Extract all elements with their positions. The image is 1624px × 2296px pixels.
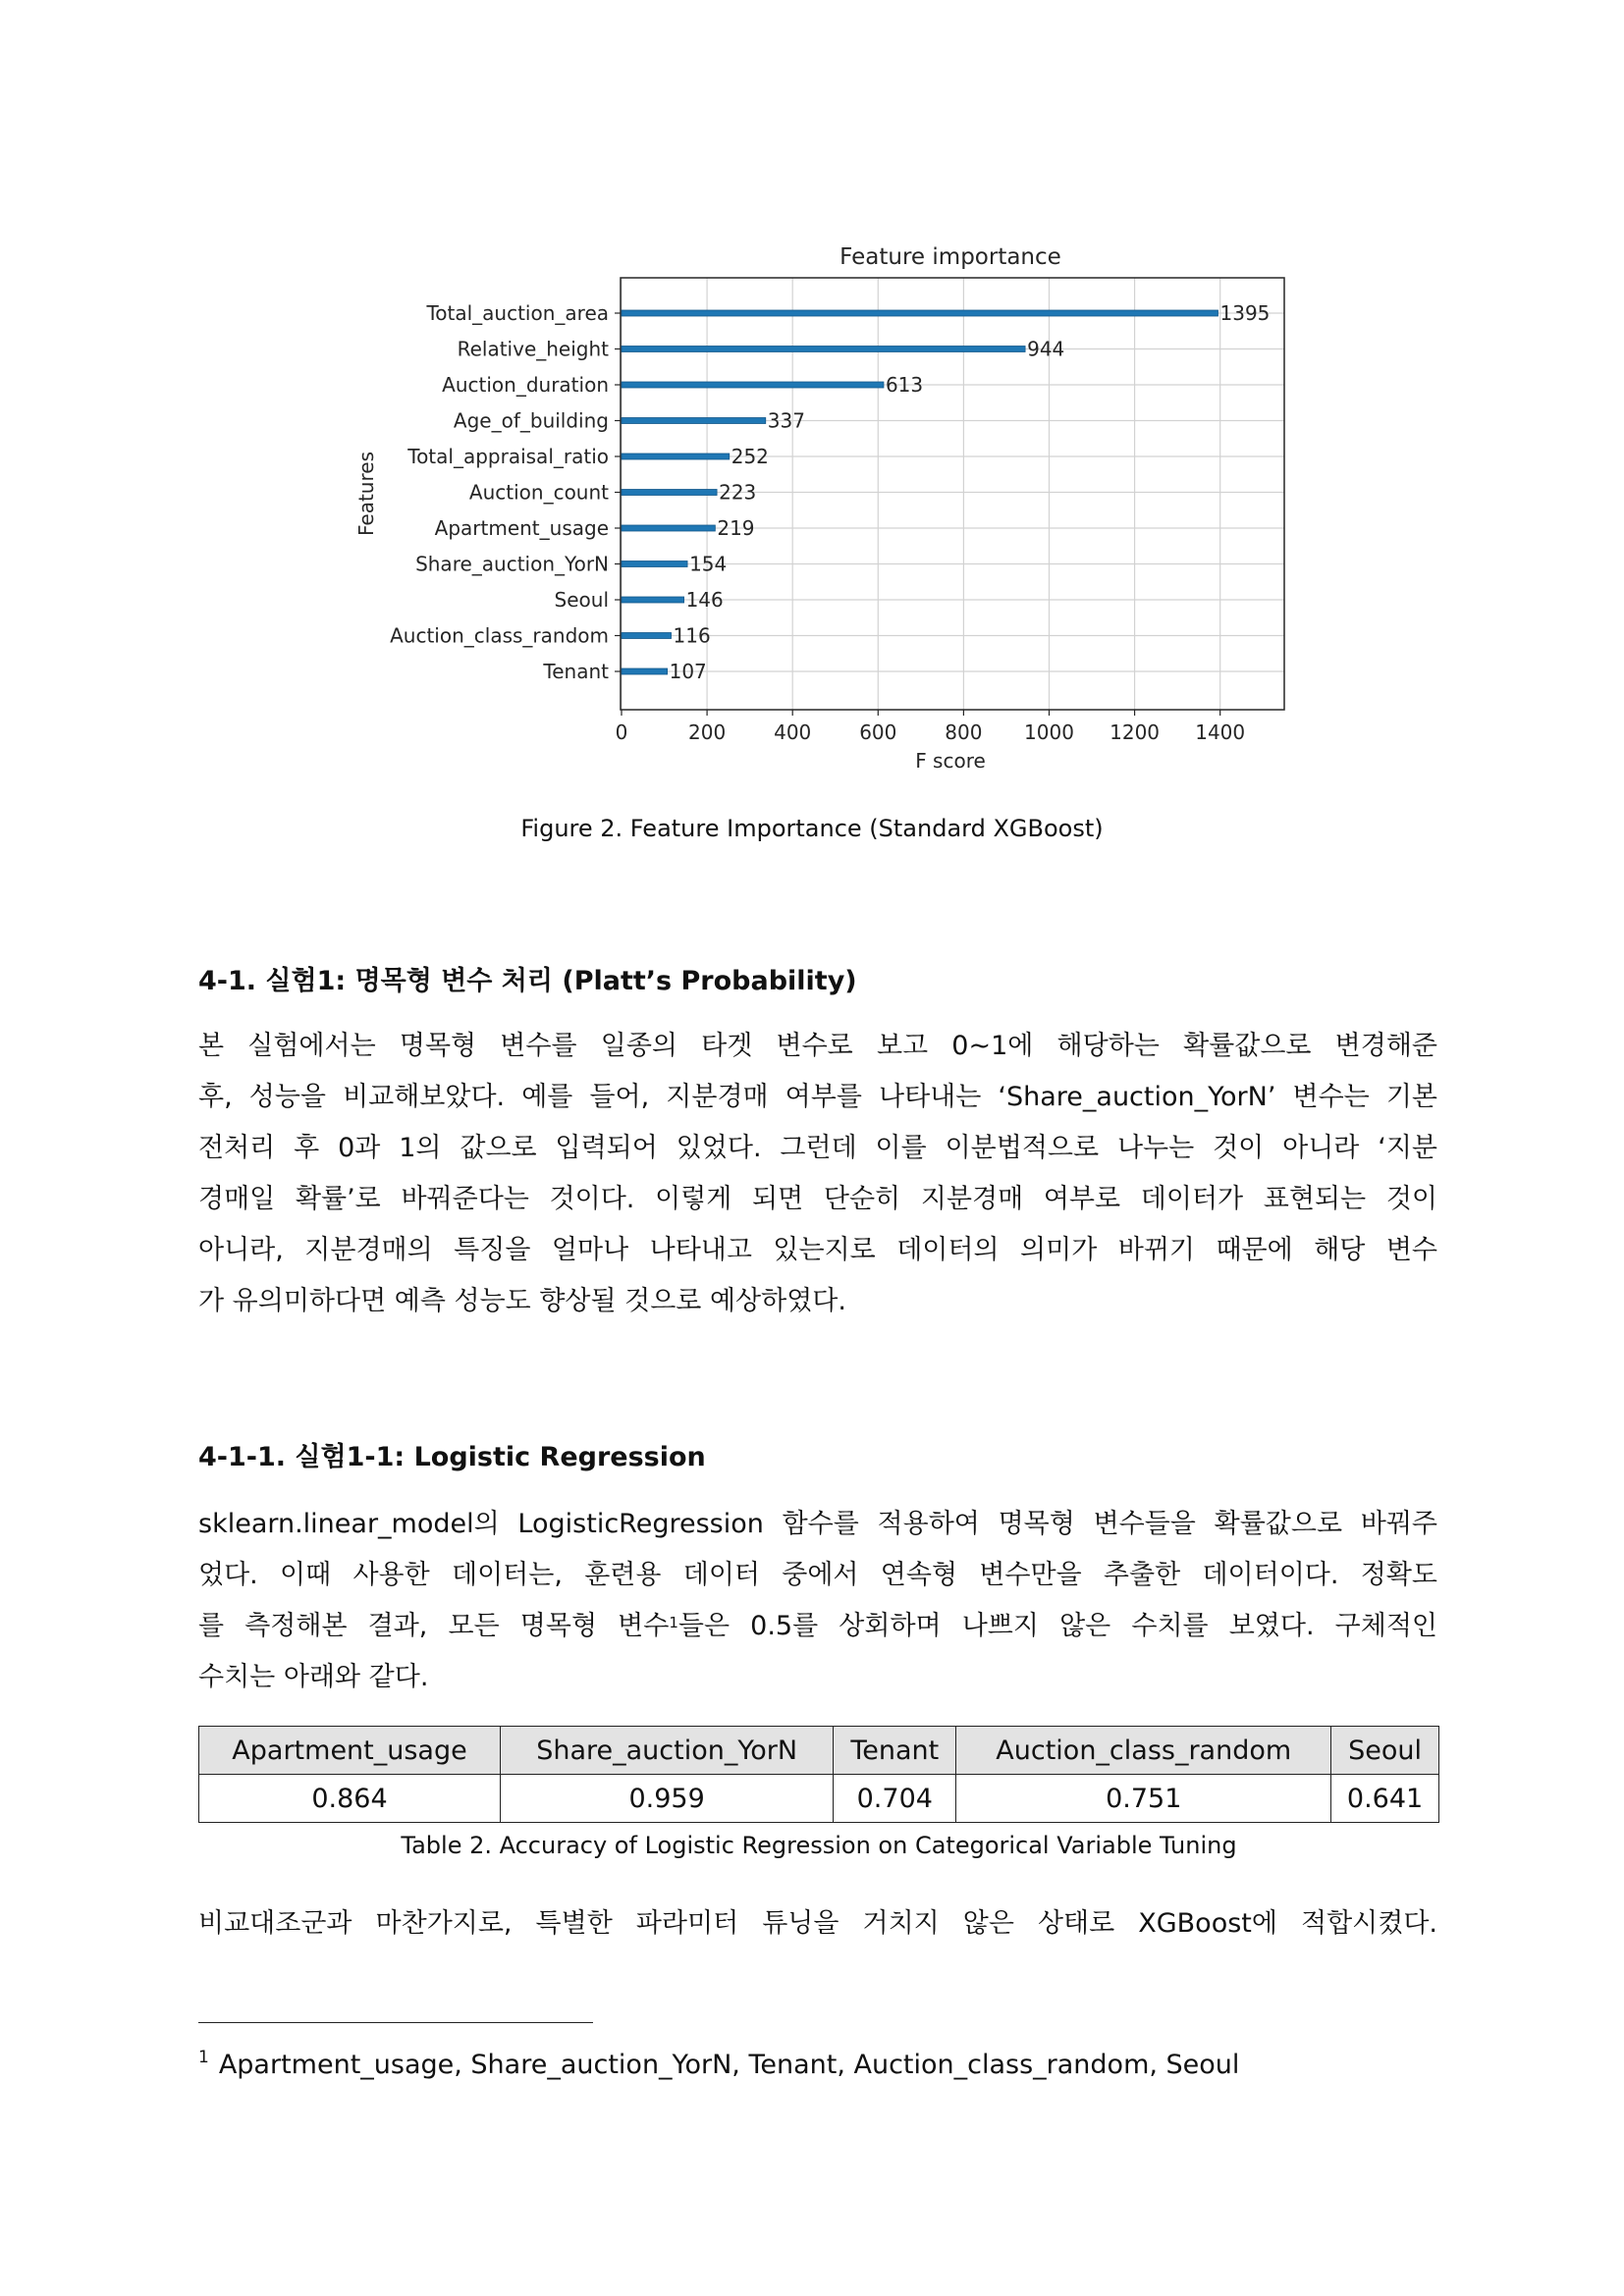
figure-caption: Figure 2. Feature Importance (Standard XGBoost) — [520, 815, 1104, 842]
bar-value-label: 944 — [1027, 337, 1065, 361]
y-tick-label: Total_auction_area — [426, 301, 609, 325]
paragraph-line: sklearn.linear_model의 LogisticRegression 함수를 적용하여 명목형 변수들을 확률값으로 바꿔주 — [198, 1509, 1437, 1539]
x-tick-label: 1200 — [1110, 721, 1161, 744]
y-tick-label: Share_auction_YorN — [415, 552, 609, 576]
bar — [622, 382, 884, 388]
table-cell: 0.641 — [1331, 1775, 1439, 1823]
y-tick-label: Relative_height — [457, 337, 609, 361]
table-cell: 0.751 — [956, 1775, 1331, 1823]
bar-value-label: 146 — [685, 588, 724, 612]
paragraph-line: 었다. 이때 사용한 데이터는, 훈련용 데이터 중에서 연속형 변수만을 추출한 데이터이다. 정확도 — [198, 1560, 1437, 1590]
x-tick-label: 0 — [615, 721, 628, 744]
table-header-cell: Seoul — [1331, 1727, 1439, 1775]
section-heading-4-1-1: 4-1-1. 실험1-1: Logistic Regression — [198, 1442, 706, 1472]
paragraph-line: 비교대조군과 마찬가지로, 특별한 파라미터 튜닝을 거치지 않은 상태로 XGBoost에 적합시켰다. — [198, 1908, 1437, 1939]
bar — [622, 597, 684, 603]
section-4-1-1-paragraph — [198, 1499, 1437, 1703]
x-tick-label: 400 — [774, 721, 812, 744]
bar — [622, 561, 687, 567]
x-tick-label: 1400 — [1195, 721, 1246, 744]
table-header-row — [199, 1727, 1439, 1775]
bar — [622, 633, 672, 639]
bar — [622, 668, 668, 674]
x-tick-label: 800 — [945, 721, 983, 744]
bar-value-label: 613 — [885, 373, 924, 397]
footnote — [198, 2050, 1239, 2080]
x-tick-label: 600 — [859, 721, 897, 744]
y-axis-label: Features — [354, 452, 378, 536]
table-header-cell: Auction_class_random — [956, 1727, 1331, 1775]
paragraph-line — [198, 1601, 1437, 1652]
y-tick-label: Auction_duration — [442, 373, 609, 397]
bar — [622, 490, 717, 496]
table-cell: 0.704 — [834, 1775, 956, 1823]
closing-paragraph — [198, 1898, 1437, 1949]
accuracy-table — [198, 1726, 1439, 1823]
bar-value-label: 337 — [767, 408, 805, 433]
line-text: 를 측정해본 결과, 모든 명목형 변수 — [198, 1611, 670, 1641]
table-caption: Table 2. Accuracy of Logistic Regression on Categorical Variable Tuning — [401, 1832, 1237, 1859]
table-header-cell: Apartment_usage — [199, 1727, 501, 1775]
y-tick-label: Seoul — [554, 588, 609, 612]
y-tick-label: Tenant — [543, 660, 609, 683]
table-header-cell: Tenant — [834, 1727, 956, 1775]
feature-importance-chart — [344, 236, 1286, 785]
x-tick-label: 200 — [688, 721, 727, 744]
table-row — [199, 1775, 1439, 1823]
bar-value-label: 1395 — [1219, 301, 1271, 325]
section-heading-4-1: 4-1. 실험1: 명목형 변수 처리 (Platt’s Probability) — [198, 966, 857, 996]
y-tick-label: Auction_class_random — [390, 623, 609, 648]
bar — [622, 418, 766, 424]
bar-value-label: 154 — [689, 552, 728, 576]
paragraph-line: 아니라, 지분경매의 특징을 얼마나 나타내고 있는지로 데이터의 의미가 바뀌기 때문에 해당 변수 — [198, 1235, 1437, 1265]
bar-value-label: 252 — [731, 445, 769, 468]
table-header-cell: Share_auction_YorN — [501, 1727, 834, 1775]
paragraph-line: 경매일 확률’로 바꿔준다는 것이다. 이렇게 되면 단순히 지분경매 여부로 데이터가 표현되는 것이 — [198, 1184, 1437, 1214]
chart-title: Feature importance — [839, 244, 1061, 270]
bar — [622, 347, 1025, 352]
footnote-marker: 1 — [198, 2048, 209, 2067]
paragraph-line: 수치는 아래와 같다. — [198, 1662, 429, 1692]
x-tick-label: 1000 — [1024, 721, 1074, 744]
y-tick-label: Apartment_usage — [434, 516, 609, 540]
paragraph-line: 본 실험에서는 명목형 변수를 일종의 타겟 변수로 보고 0~1에 해당하는 확률값으로 변경해준 — [198, 1031, 1437, 1061]
chart-axis-ticks — [390, 301, 1245, 744]
y-tick-label: Auction_count — [468, 480, 609, 505]
y-tick-label: Age_of_building — [453, 408, 609, 433]
bar — [622, 454, 730, 459]
section-4-1-paragraph — [198, 1021, 1437, 1327]
bar — [622, 525, 715, 531]
line-text: 들은 0.5를 상회하며 나쁘지 않은 수치를 보였다. 구체적인 — [677, 1611, 1437, 1641]
footnote-reference[interactable]: 1 — [669, 1614, 678, 1631]
bar — [622, 310, 1218, 316]
paragraph-line: 가 유의미하다면 예측 성능도 향상될 것으로 예상하였다. — [198, 1286, 846, 1316]
y-tick-label: Total_appraisal_ratio — [407, 445, 609, 468]
paragraph-line: 전처리 후 0과 1의 값으로 입력되어 있었다. 그런데 이를 이분법적으로 나누는 것이 아니라 ‘지분 — [198, 1133, 1437, 1163]
bar-value-label: 107 — [669, 660, 707, 683]
table-cell: 0.959 — [501, 1775, 834, 1823]
bar-value-label: 219 — [717, 516, 755, 540]
paragraph-line: 후, 성능을 비교해보았다. 예를 들어, 지분경매 여부를 나타내는 ‘Share_auction_YorN’ 변수는 기본 — [198, 1082, 1437, 1112]
footnote-divider — [198, 2022, 593, 2023]
table-cell: 0.864 — [199, 1775, 501, 1823]
x-axis-label: F score — [915, 749, 986, 773]
bar-value-label: 116 — [673, 623, 711, 648]
footnote-text: Apartment_usage, Share_auction_YorN, Tenant, Auction_class_random, Seoul — [218, 2050, 1240, 2080]
bar-value-label: 223 — [719, 480, 757, 505]
